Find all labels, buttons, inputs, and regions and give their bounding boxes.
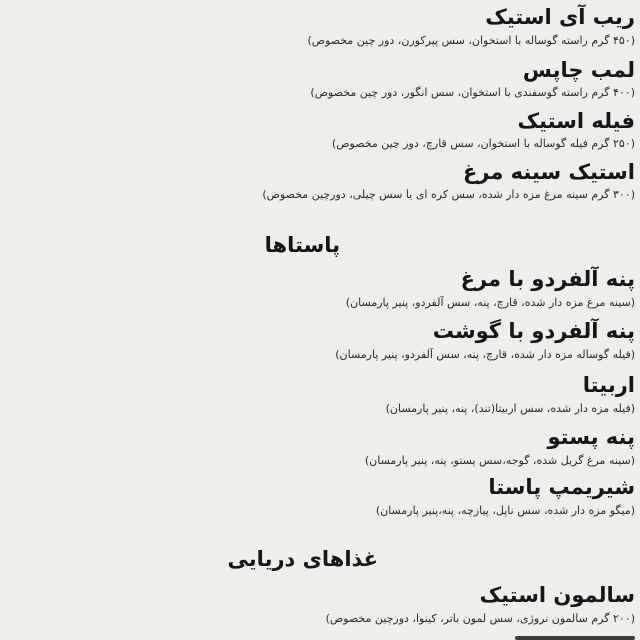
item-title-fillet-steak: فیله استیک (517, 109, 635, 133)
item-title-salmon-steak: سالمون استیک (479, 583, 635, 607)
item-title-ribeye-steak: ریب آی استیک (485, 5, 635, 29)
item-desc-chicken-breast-steak: (۳۰۰ گرم سینه مرغ مزه دار شده، سس کره ای یا سس چیلی، دورچین مخصوص) (262, 188, 635, 201)
next-item-title-clipped (515, 630, 635, 640)
item-desc-penne-alfredo-beef: (فیله گوساله مزه دار شده، قارچ، پنه، سس آلفردو، پنیر پارمسان) (335, 348, 635, 361)
item-desc-penne-alfredo-chicken: (سینه مرغ مزه دار شده، قارچ، پنه، سس آلفردو، پنیر پارمسان) (345, 296, 635, 309)
section-heading-seafood: غذاهای دریایی (227, 547, 378, 571)
item-title-shrimp-pasta: شیریمپ پاستا (488, 475, 635, 499)
item-desc-lamb-chops: (۴۰۰ گرم راسته گوسفندی با استخوان، سس انگور، دور چین مخصوص) (310, 86, 635, 99)
item-title-penne-alfredo-beef: پنه آلفردو با گوشت (432, 319, 635, 343)
item-title-lamb-chops: لمب چاپس (522, 58, 635, 82)
item-desc-fillet-steak: (۲۵۰ گرم فیله گوساله با استخوان، سس قارچ، دور چین مخصوص) (331, 137, 635, 150)
item-title-penne-alfredo-chicken: پنه آلفردو با مرغ (460, 267, 635, 291)
item-desc-salmon-steak: (۲۰۰ گرم سالمون نروژی، سس لمون باتر، کینوا، دورچین مخصوص) (325, 612, 635, 625)
item-desc-penne-pesto: (سینه مرغ گریل شده، گوجه،سس پستو، پنه، پنیر پارمسان) (364, 454, 635, 467)
item-desc-ribeye-steak: (۴۵۰ گرم راسته گوساله با استخوان، سس پپرکورن، دور چین مخصوص) (307, 34, 635, 47)
section-heading-pastas: پاستاها (264, 233, 340, 257)
item-desc-arrabbiata: (فیله مزه دار شده، سس اربیتا(تند)، پنه، پنیر پارمسان) (385, 402, 635, 415)
item-desc-shrimp-pasta: (میگو مزه دار شده، سس ناپل، پیازچه، پنه،پنیر پارمسان) (375, 504, 635, 517)
item-title-arrabbiata: اربیتا (582, 373, 635, 397)
item-title-penne-pesto: پنه پستو (547, 425, 635, 449)
item-title-chicken-breast-steak: استیک سینه مرغ (462, 160, 635, 184)
